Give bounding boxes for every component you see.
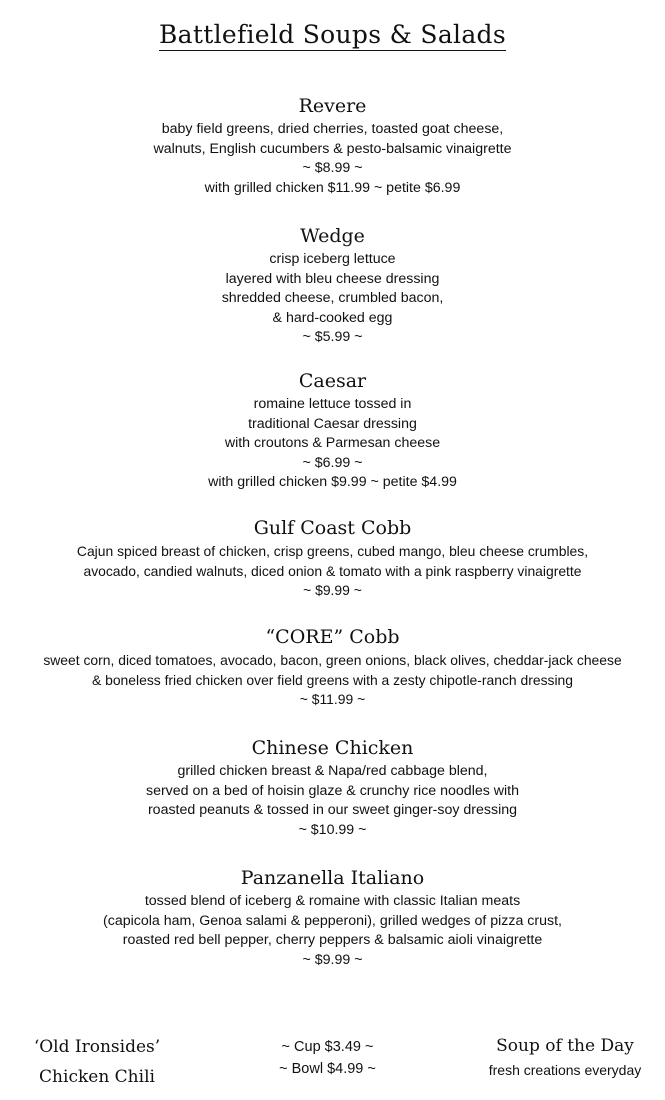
dish-price: ~ $9.99 ~ [302, 951, 363, 968]
dish-name: Chinese Chicken [251, 737, 414, 759]
dish-price: ~ $11.99 ~ [299, 691, 366, 708]
dish-description-line: (capicola ham, Genoa salami & pepperoni), grilled wedges of pizza crust, [103, 912, 562, 929]
dish-name: Wedge [300, 225, 365, 247]
dish-price-options: with grilled chicken $11.99 ~ petite $6.99 [204, 179, 461, 196]
dish-description-line: with croutons & Parmesan cheese [224, 435, 441, 452]
menu-title-text: Battlefield Soups & Salads [159, 20, 506, 49]
dish-caesar [0, 369, 665, 493]
dish-gulf-coast-cobb [0, 516, 665, 601]
dish-description-line: roasted red bell pepper, cherry peppers & balsamic aioli vinaigrette [122, 932, 543, 949]
dish-description-line: romaine lettuce tossed in [253, 396, 412, 412]
dish-description-line: traditional Caesar dressing [248, 415, 417, 432]
dish-name: Caesar [298, 370, 367, 392]
dish-price: ~ $10.99 ~ [298, 821, 367, 838]
dish-price: ~ $9.99 ~ [303, 582, 362, 599]
dish-price: ~ $6.99 ~ [302, 454, 363, 471]
bowl-price: ~ Bowl $4.99 ~ [279, 1061, 376, 1077]
chili-prices [240, 1036, 415, 1080]
soup-of-the-day-subtitle: fresh creations everyday [488, 1062, 642, 1078]
dish-name: “CORE” Cobb [265, 626, 400, 648]
dish-description-line: crisp iceberg lettuce [269, 251, 396, 267]
dish-description-line: tossed blend of iceberg & romaine with classic Italian meats [144, 893, 521, 909]
dish-description-line: served on a bed of hoisin glaze & crunchy rice noodles with [145, 782, 520, 799]
cup-price: ~ Cup $3.49 ~ [281, 1039, 374, 1055]
dish-panzanella-italiano [0, 866, 665, 970]
dish-name: Panzanella Italiano [240, 867, 425, 889]
dish-price: ~ $8.99 ~ [302, 160, 363, 177]
dish-description-line: baby field greens, dried cherries, toasted goat cheese, [161, 121, 504, 137]
dish-revere [0, 94, 665, 198]
dish-price-options: with grilled chicken $9.99 ~ petite $4.99 [208, 474, 457, 491]
dish-chinese-chicken [0, 736, 665, 840]
dish-description-line: & hard-cooked egg [272, 309, 393, 326]
dish-description-line: grilled chicken breast & Napa/red cabbage blend, [177, 763, 488, 779]
dish-description-line: avocado, candied walnuts, diced onion & tomato with a pink raspberry vinaigrette [83, 562, 582, 579]
dish-description-line: layered with bleu cheese dressing [225, 270, 440, 287]
dish-description-line: shredded cheese, crumbled bacon, [221, 290, 444, 307]
menu-title [0, 18, 665, 52]
dish-name: Gulf Coast Cobb [253, 517, 412, 539]
menu-footer [0, 1032, 665, 1092]
dish-core-cobb [0, 625, 665, 710]
dish-description-line: & boneless fried chicken over field greens with a zesty chipotle-ranch dressing [91, 671, 574, 688]
chili-name [22, 1032, 172, 1092]
dish-description-line: sweet corn, diced tomatoes, avocado, bacon, green onions, black olives, cheddar-jack cheese [43, 652, 622, 668]
soup-of-the-day [470, 1032, 660, 1080]
dish-description-line: walnuts, English cucumbers & pesto-balsamic vinaigrette [153, 140, 512, 157]
dish-name: Revere [298, 95, 367, 117]
chili-name-line: ‘Old Ironsides’ [33, 1037, 161, 1057]
dish-wedge [0, 224, 665, 348]
chili-name-line: Chicken Chili [39, 1067, 155, 1087]
dish-price: ~ $5.99 ~ [302, 329, 363, 346]
dish-description-line: Cajun spiced breast of chicken, crisp greens, cubed mango, bleu cheese crumbles, [76, 543, 589, 559]
soup-of-the-day-title: Soup of the Day [496, 1036, 634, 1056]
dish-description-line: roasted peanuts & tossed in our sweet ginger-soy dressing [147, 802, 518, 819]
